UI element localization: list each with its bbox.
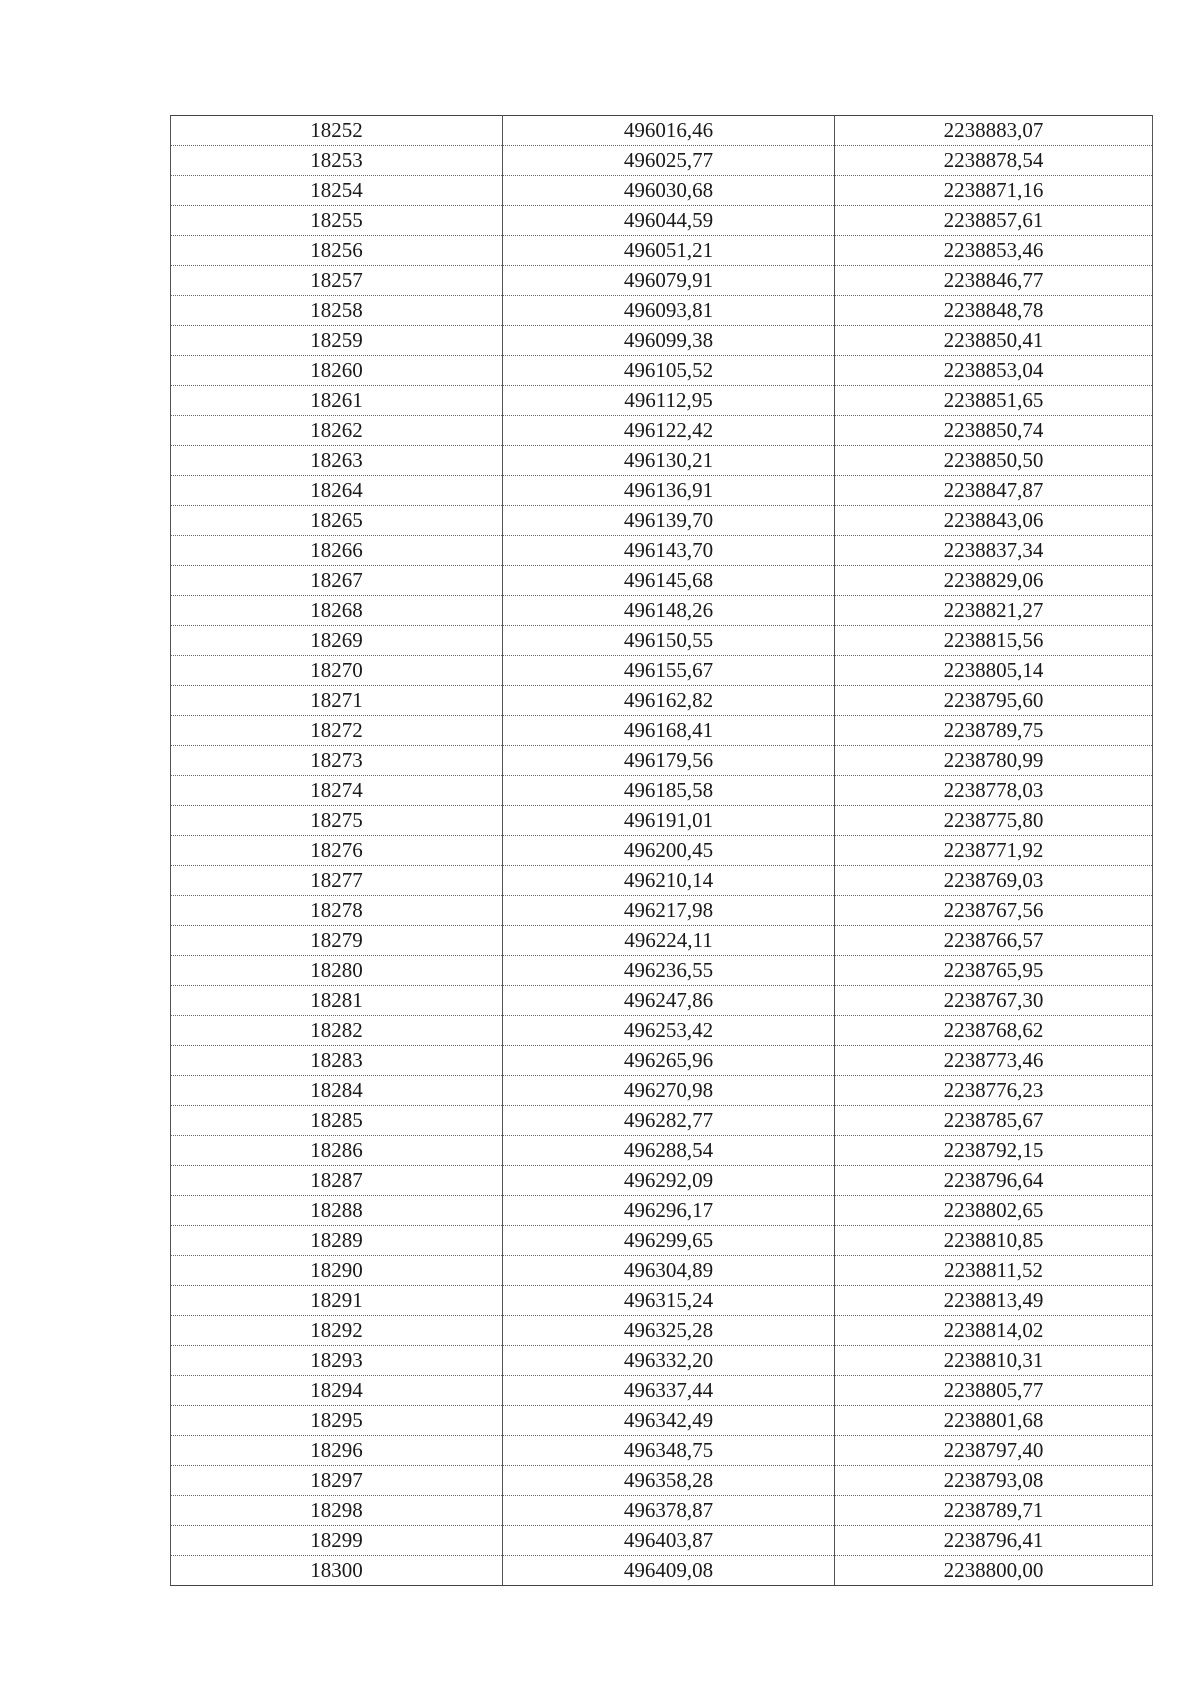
table-row	[171, 866, 1153, 896]
y-coordinate-cell: 2238805,14	[835, 656, 1153, 686]
table-row	[171, 1286, 1153, 1316]
x-coordinate-cell: 496265,96	[503, 1046, 835, 1076]
table-row	[171, 386, 1153, 416]
y-coordinate-cell: 2238802,65	[835, 1196, 1153, 1226]
point-number-cell: 18268	[171, 596, 503, 626]
table-row	[171, 806, 1153, 836]
table-row	[171, 1106, 1153, 1136]
point-number-cell: 18261	[171, 386, 503, 416]
x-coordinate-cell: 496112,95	[503, 386, 835, 416]
y-coordinate-cell: 2238789,71	[835, 1496, 1153, 1526]
y-coordinate-cell: 2238767,30	[835, 986, 1153, 1016]
x-coordinate-cell: 496296,17	[503, 1196, 835, 1226]
point-number-cell: 18295	[171, 1406, 503, 1436]
y-coordinate-cell: 2238810,31	[835, 1346, 1153, 1376]
x-coordinate-cell: 496247,86	[503, 986, 835, 1016]
point-number-cell: 18287	[171, 1166, 503, 1196]
coordinate-table-body	[171, 116, 1153, 1586]
y-coordinate-cell: 2238805,77	[835, 1376, 1153, 1406]
point-number-cell: 18299	[171, 1526, 503, 1556]
x-coordinate-cell: 496236,55	[503, 956, 835, 986]
point-number-cell: 18257	[171, 266, 503, 296]
table-row	[171, 1166, 1153, 1196]
x-coordinate-cell: 496150,55	[503, 626, 835, 656]
x-coordinate-cell: 496079,91	[503, 266, 835, 296]
point-number-cell: 18300	[171, 1556, 503, 1586]
table-row	[171, 1046, 1153, 1076]
x-coordinate-cell: 496191,01	[503, 806, 835, 836]
x-coordinate-cell: 496051,21	[503, 236, 835, 266]
point-number-cell: 18269	[171, 626, 503, 656]
x-coordinate-cell: 496315,24	[503, 1286, 835, 1316]
point-number-cell: 18290	[171, 1256, 503, 1286]
y-coordinate-cell: 2238785,67	[835, 1106, 1153, 1136]
table-row	[171, 356, 1153, 386]
point-number-cell: 18252	[171, 116, 503, 146]
table-row	[171, 1226, 1153, 1256]
table-row	[171, 1256, 1153, 1286]
table-row	[171, 686, 1153, 716]
table-row	[171, 506, 1153, 536]
point-number-cell: 18282	[171, 1016, 503, 1046]
point-number-cell: 18254	[171, 176, 503, 206]
point-number-cell: 18291	[171, 1286, 503, 1316]
table-row	[171, 1406, 1153, 1436]
y-coordinate-cell: 2238789,75	[835, 716, 1153, 746]
x-coordinate-cell: 496332,20	[503, 1346, 835, 1376]
y-coordinate-cell: 2238851,65	[835, 386, 1153, 416]
x-coordinate-cell: 496030,68	[503, 176, 835, 206]
x-coordinate-cell: 496348,75	[503, 1436, 835, 1466]
point-number-cell: 18262	[171, 416, 503, 446]
point-number-cell: 18289	[171, 1226, 503, 1256]
x-coordinate-cell: 496253,42	[503, 1016, 835, 1046]
point-number-cell: 18274	[171, 776, 503, 806]
table-row	[171, 596, 1153, 626]
y-coordinate-cell: 2238795,60	[835, 686, 1153, 716]
y-coordinate-cell: 2238771,92	[835, 836, 1153, 866]
x-coordinate-cell: 496099,38	[503, 326, 835, 356]
y-coordinate-cell: 2238814,02	[835, 1316, 1153, 1346]
point-number-cell: 18293	[171, 1346, 503, 1376]
table-row	[171, 896, 1153, 926]
point-number-cell: 18298	[171, 1496, 503, 1526]
table-row	[171, 536, 1153, 566]
table-row	[171, 1196, 1153, 1226]
y-coordinate-cell: 2238776,23	[835, 1076, 1153, 1106]
table-row	[171, 1496, 1153, 1526]
table-row	[171, 1376, 1153, 1406]
x-coordinate-cell: 496139,70	[503, 506, 835, 536]
point-number-cell: 18270	[171, 656, 503, 686]
x-coordinate-cell: 496044,59	[503, 206, 835, 236]
y-coordinate-cell: 2238829,06	[835, 566, 1153, 596]
x-coordinate-cell: 496179,56	[503, 746, 835, 776]
point-number-cell: 18259	[171, 326, 503, 356]
point-number-cell: 18279	[171, 926, 503, 956]
table-row	[171, 1436, 1153, 1466]
point-number-cell: 18260	[171, 356, 503, 386]
table-row	[171, 416, 1153, 446]
x-coordinate-cell: 496358,28	[503, 1466, 835, 1496]
point-number-cell: 18263	[171, 446, 503, 476]
point-number-cell: 18255	[171, 206, 503, 236]
table-row	[171, 266, 1153, 296]
table-row	[171, 146, 1153, 176]
table-row	[171, 1466, 1153, 1496]
y-coordinate-cell: 2238850,41	[835, 326, 1153, 356]
y-coordinate-cell: 2238821,27	[835, 596, 1153, 626]
x-coordinate-cell: 496224,11	[503, 926, 835, 956]
x-coordinate-cell: 496288,54	[503, 1136, 835, 1166]
table-row	[171, 956, 1153, 986]
x-coordinate-cell: 496105,52	[503, 356, 835, 386]
x-coordinate-cell: 496299,65	[503, 1226, 835, 1256]
x-coordinate-cell: 496378,87	[503, 1496, 835, 1526]
table-row	[171, 476, 1153, 506]
table-row	[171, 1556, 1153, 1586]
x-coordinate-cell: 496403,87	[503, 1526, 835, 1556]
point-number-cell: 18285	[171, 1106, 503, 1136]
table-row	[171, 836, 1153, 866]
y-coordinate-cell: 2238811,52	[835, 1256, 1153, 1286]
table-row	[171, 1076, 1153, 1106]
y-coordinate-cell: 2238837,34	[835, 536, 1153, 566]
table-row	[171, 326, 1153, 356]
y-coordinate-cell: 2238775,80	[835, 806, 1153, 836]
x-coordinate-cell: 496342,49	[503, 1406, 835, 1436]
point-number-cell: 18271	[171, 686, 503, 716]
point-number-cell: 18266	[171, 536, 503, 566]
table-row	[171, 926, 1153, 956]
x-coordinate-cell: 496409,08	[503, 1556, 835, 1586]
point-number-cell: 18278	[171, 896, 503, 926]
table-row	[171, 446, 1153, 476]
point-number-cell: 18264	[171, 476, 503, 506]
table-row	[171, 296, 1153, 326]
point-number-cell: 18256	[171, 236, 503, 266]
x-coordinate-cell: 496136,91	[503, 476, 835, 506]
point-number-cell: 18277	[171, 866, 503, 896]
table-row	[171, 716, 1153, 746]
x-coordinate-cell: 496122,42	[503, 416, 835, 446]
x-coordinate-cell: 496270,98	[503, 1076, 835, 1106]
point-number-cell: 18258	[171, 296, 503, 326]
y-coordinate-cell: 2238843,06	[835, 506, 1153, 536]
table-row	[171, 176, 1153, 206]
table-row	[171, 626, 1153, 656]
y-coordinate-cell: 2238773,46	[835, 1046, 1153, 1076]
y-coordinate-cell: 2238850,74	[835, 416, 1153, 446]
point-number-cell: 18253	[171, 146, 503, 176]
y-coordinate-cell: 2238792,15	[835, 1136, 1153, 1166]
point-number-cell: 18281	[171, 986, 503, 1016]
y-coordinate-cell: 2238871,16	[835, 176, 1153, 206]
x-coordinate-cell: 496304,89	[503, 1256, 835, 1286]
table-row	[171, 776, 1153, 806]
point-number-cell: 18265	[171, 506, 503, 536]
point-number-cell: 18294	[171, 1376, 503, 1406]
x-coordinate-cell: 496093,81	[503, 296, 835, 326]
y-coordinate-cell: 2238850,50	[835, 446, 1153, 476]
table-row	[171, 1316, 1153, 1346]
y-coordinate-cell: 2238810,85	[835, 1226, 1153, 1256]
x-coordinate-cell: 496292,09	[503, 1166, 835, 1196]
y-coordinate-cell: 2238766,57	[835, 926, 1153, 956]
x-coordinate-cell: 496155,67	[503, 656, 835, 686]
point-number-cell: 18288	[171, 1196, 503, 1226]
y-coordinate-cell: 2238765,95	[835, 956, 1153, 986]
x-coordinate-cell: 496282,77	[503, 1106, 835, 1136]
x-coordinate-cell: 496185,58	[503, 776, 835, 806]
x-coordinate-cell: 496162,82	[503, 686, 835, 716]
table-row	[171, 206, 1153, 236]
y-coordinate-cell: 2238846,77	[835, 266, 1153, 296]
x-coordinate-cell: 496325,28	[503, 1316, 835, 1346]
table-row	[171, 1526, 1153, 1556]
point-number-cell: 18272	[171, 716, 503, 746]
x-coordinate-cell: 496148,26	[503, 596, 835, 626]
point-number-cell: 18286	[171, 1136, 503, 1166]
table-row	[171, 566, 1153, 596]
table-row	[171, 1136, 1153, 1166]
point-number-cell: 18292	[171, 1316, 503, 1346]
y-coordinate-cell: 2238848,78	[835, 296, 1153, 326]
point-number-cell: 18280	[171, 956, 503, 986]
coordinate-table	[170, 115, 1153, 1586]
y-coordinate-cell: 2238800,00	[835, 1556, 1153, 1586]
point-number-cell: 18284	[171, 1076, 503, 1106]
y-coordinate-cell: 2238853,04	[835, 356, 1153, 386]
x-coordinate-cell: 496016,46	[503, 116, 835, 146]
y-coordinate-cell: 2238796,41	[835, 1526, 1153, 1556]
x-coordinate-cell: 496168,41	[503, 716, 835, 746]
y-coordinate-cell: 2238857,61	[835, 206, 1153, 236]
point-number-cell: 18296	[171, 1436, 503, 1466]
point-number-cell: 18283	[171, 1046, 503, 1076]
point-number-cell: 18267	[171, 566, 503, 596]
table-row	[171, 116, 1153, 146]
y-coordinate-cell: 2238780,99	[835, 746, 1153, 776]
y-coordinate-cell: 2238797,40	[835, 1436, 1153, 1466]
y-coordinate-cell: 2238853,46	[835, 236, 1153, 266]
x-coordinate-cell: 496143,70	[503, 536, 835, 566]
table-row	[171, 656, 1153, 686]
y-coordinate-cell: 2238813,49	[835, 1286, 1153, 1316]
x-coordinate-cell: 496145,68	[503, 566, 835, 596]
y-coordinate-cell: 2238778,03	[835, 776, 1153, 806]
x-coordinate-cell: 496337,44	[503, 1376, 835, 1406]
x-coordinate-cell: 496025,77	[503, 146, 835, 176]
table-row	[171, 1346, 1153, 1376]
x-coordinate-cell: 496210,14	[503, 866, 835, 896]
y-coordinate-cell: 2238883,07	[835, 116, 1153, 146]
table-row	[171, 746, 1153, 776]
y-coordinate-cell: 2238878,54	[835, 146, 1153, 176]
x-coordinate-cell: 496130,21	[503, 446, 835, 476]
y-coordinate-cell: 2238815,56	[835, 626, 1153, 656]
y-coordinate-cell: 2238847,87	[835, 476, 1153, 506]
x-coordinate-cell: 496200,45	[503, 836, 835, 866]
coordinate-sheet	[170, 115, 1152, 1586]
x-coordinate-cell: 496217,98	[503, 896, 835, 926]
y-coordinate-cell: 2238801,68	[835, 1406, 1153, 1436]
table-row	[171, 1016, 1153, 1046]
point-number-cell: 18275	[171, 806, 503, 836]
table-row	[171, 236, 1153, 266]
y-coordinate-cell: 2238793,08	[835, 1466, 1153, 1496]
point-number-cell: 18276	[171, 836, 503, 866]
table-row	[171, 986, 1153, 1016]
y-coordinate-cell: 2238796,64	[835, 1166, 1153, 1196]
point-number-cell: 18273	[171, 746, 503, 776]
point-number-cell: 18297	[171, 1466, 503, 1496]
y-coordinate-cell: 2238767,56	[835, 896, 1153, 926]
y-coordinate-cell: 2238768,62	[835, 1016, 1153, 1046]
y-coordinate-cell: 2238769,03	[835, 866, 1153, 896]
